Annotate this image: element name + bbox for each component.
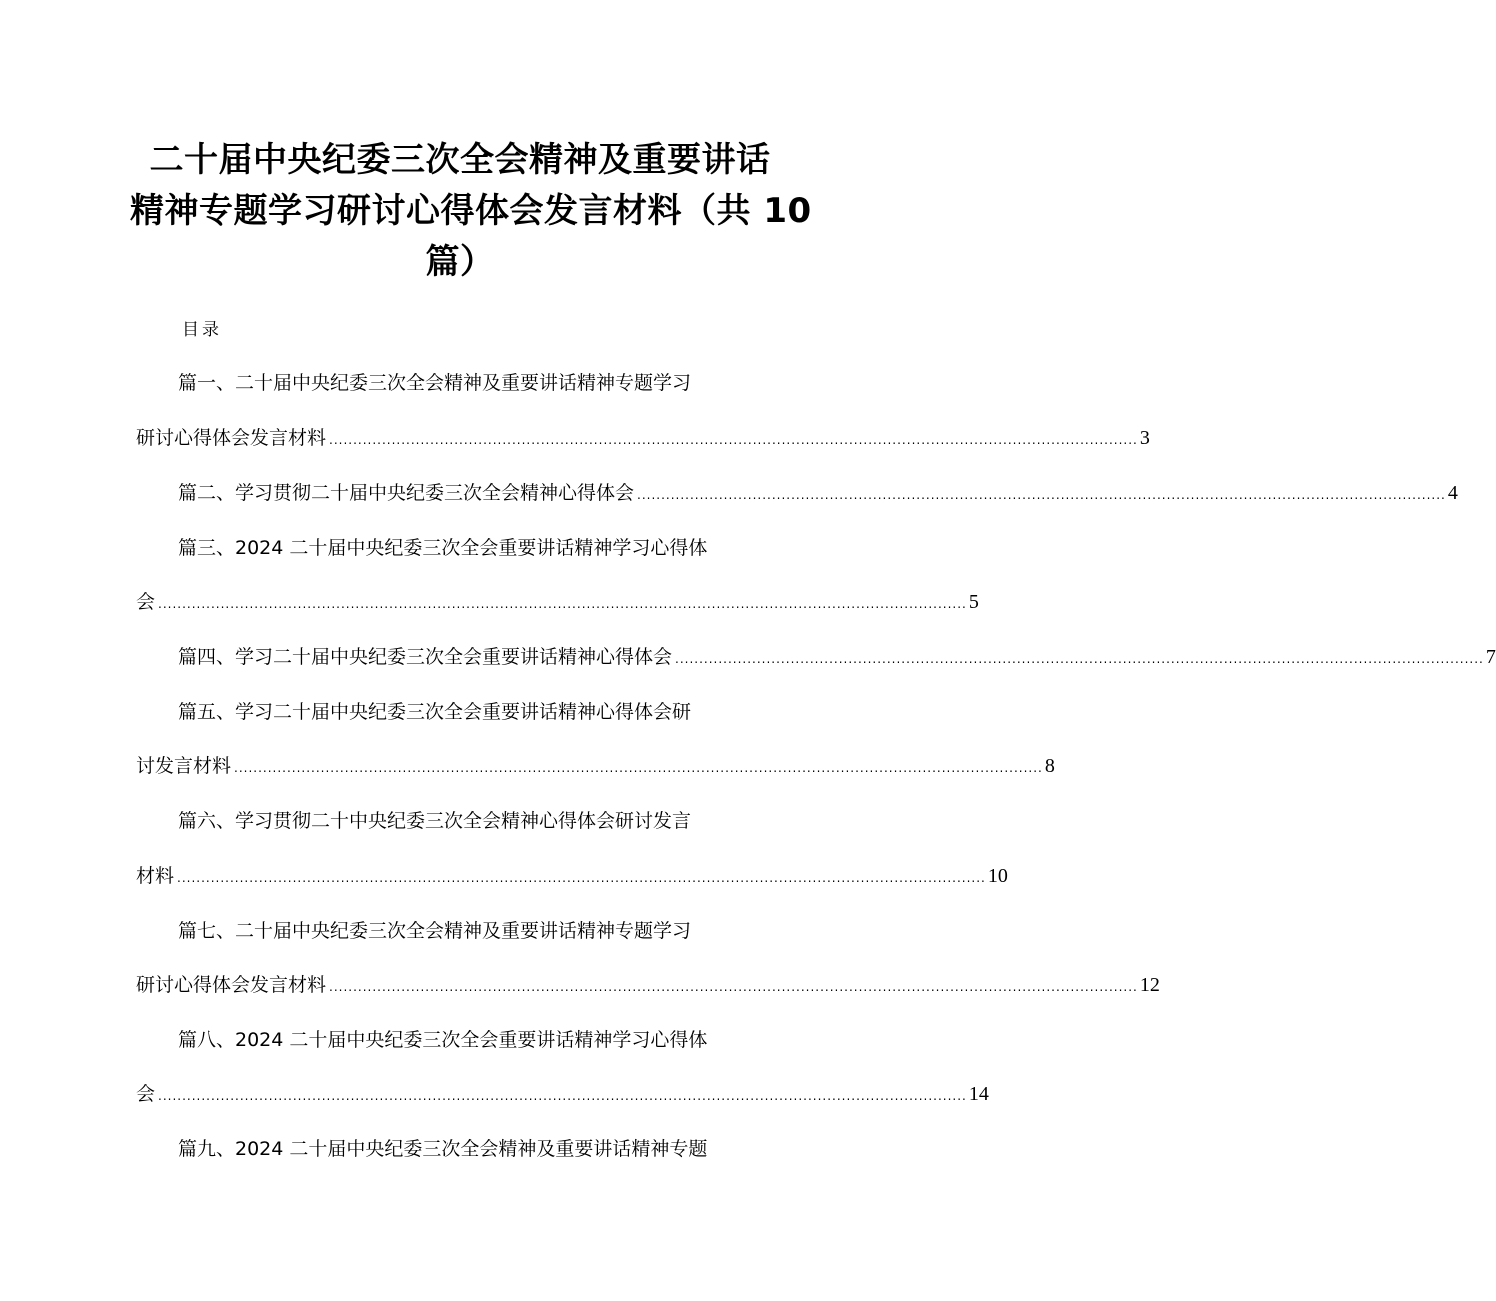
toc-entry-text: 会 (136, 1083, 156, 1105)
toc-entry-6-line-2 (136, 862, 1008, 890)
document-title (130, 135, 812, 288)
toc-entry-4-line-1 (178, 643, 1496, 671)
toc-entry-7-line-2 (136, 971, 1160, 999)
leader-dots: ........................................................................................................................................................................ (675, 652, 1484, 666)
toc-entry-9-line-1: 篇九、2024 二十届中央纪委三次全会精神及重要讲话精神专题 (178, 1138, 708, 1160)
toc-page-number: 5 (968, 591, 979, 613)
leader-dots: ........................................................................................................................................................................ (177, 871, 986, 885)
toc-page-number: 7 (1485, 646, 1496, 668)
toc-page-number: 12 (1139, 974, 1160, 996)
title-line-1: 二十届中央纪委三次全会精神及重要讲话 (149, 140, 771, 180)
toc-entry-6-line-1: 篇六、学习贯彻二十中央纪委三次全会精神心得体会研讨发言 (178, 810, 692, 832)
leader-dots: ........................................................................................................................................................................ (637, 488, 1446, 502)
toc-page-number: 10 (987, 865, 1008, 887)
toc-page-number: 14 (968, 1083, 989, 1105)
toc-entry-5-line-1: 篇五、学习二十届中央纪委三次全会重要讲话精神心得体会研 (178, 701, 692, 723)
toc-entry-text: 讨发言材料 (136, 755, 232, 777)
toc-page-number: 4 (1447, 482, 1458, 504)
toc-entry-3-line-2 (136, 588, 979, 616)
toc-entry-text: 篇二、学习贯彻二十届中央纪委三次全会精神心得体会 (178, 482, 635, 504)
title-line-2: 精神专题学习研讨心得体会发言材料（共 10 (130, 191, 812, 231)
toc-entry-1-line-2 (136, 424, 1150, 452)
leader-dots: ........................................................................................................................................................................ (329, 433, 1138, 447)
toc-entry-1-line-1: 篇一、二十届中央纪委三次全会精神及重要讲话精神专题学习 (178, 372, 692, 394)
leader-dots: ........................................................................................................................................................................ (329, 980, 1138, 994)
toc-entry-5-line-2 (136, 752, 1055, 780)
toc-entry-3-line-1: 篇三、2024 二十届中央纪委三次全会重要讲话精神学习心得体 (178, 537, 708, 559)
toc-entry-text: 材料 (136, 865, 175, 887)
toc-entry-text: 研讨心得体会发言材料 (136, 974, 327, 996)
toc-entry-8-line-2 (136, 1080, 989, 1108)
leader-dots: ........................................................................................................................................................................ (234, 761, 1043, 775)
toc-entry-text: 会 (136, 591, 156, 613)
leader-dots: ........................................................................................................................................................................ (158, 1089, 967, 1103)
toc-entry-2-line-1 (178, 479, 1458, 507)
toc-entry-8-line-1: 篇八、2024 二十届中央纪委三次全会重要讲话精神学习心得体 (178, 1029, 708, 1051)
toc-entry-7-line-1: 篇七、二十届中央纪委三次全会精神及重要讲话精神专题学习 (178, 920, 692, 942)
title-line-3: 篇） (425, 242, 495, 282)
toc-page-number: 3 (1139, 427, 1150, 449)
leader-dots: ........................................................................................................................................................................ (158, 597, 967, 611)
toc-heading: 目录 (182, 320, 222, 340)
toc-entry-text: 研讨心得体会发言材料 (136, 427, 327, 449)
toc-page-number: 8 (1044, 755, 1055, 777)
toc-entry-text: 篇四、学习二十届中央纪委三次全会重要讲话精神心得体会 (178, 646, 673, 668)
